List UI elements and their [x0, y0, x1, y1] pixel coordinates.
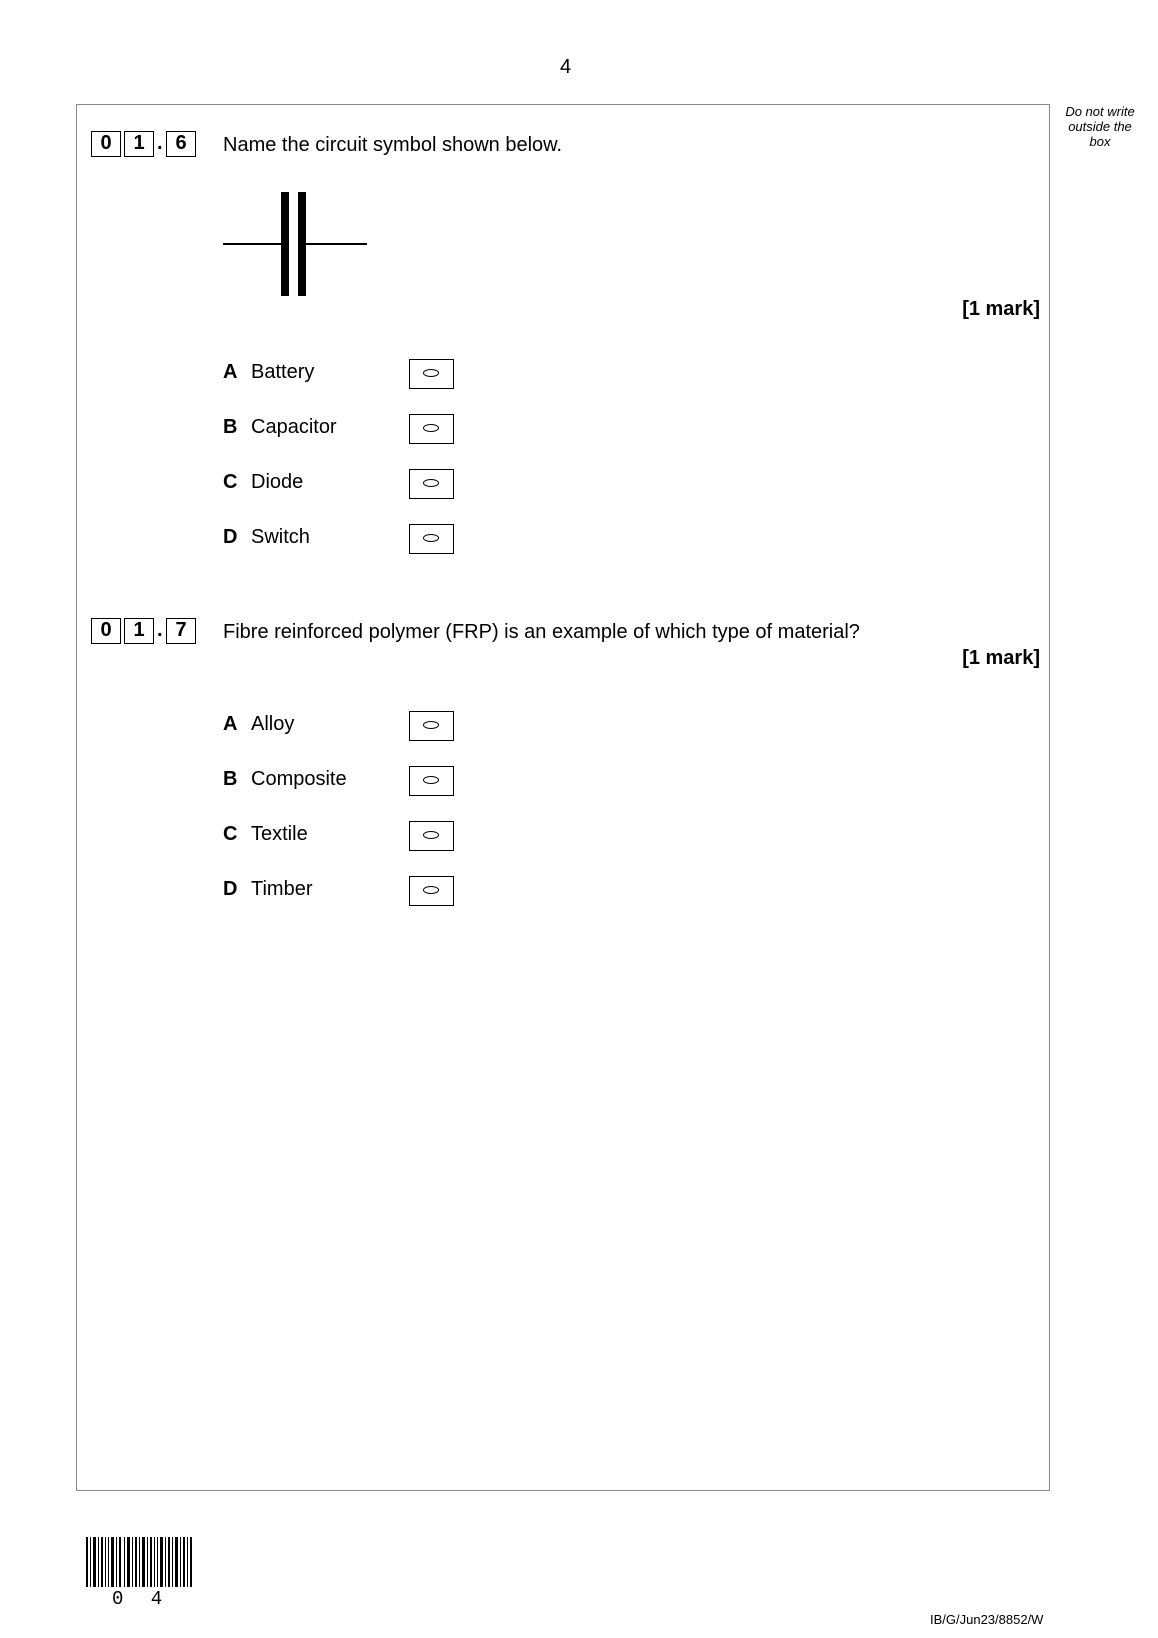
option-label: Switch — [251, 526, 310, 548]
option-c — [223, 821, 463, 851]
question-digit: 0 — [91, 131, 121, 157]
option-label: Timber — [251, 878, 313, 900]
option-letter: B — [223, 768, 238, 790]
option-letter: A — [223, 713, 238, 735]
question-text: Fibre reinforced polymer (FRP) is an example of which type of material? — [223, 621, 860, 643]
marks-label: [1 mark] — [962, 647, 1040, 669]
option-label: Alloy — [251, 713, 295, 735]
question-digit: 0 — [91, 618, 121, 644]
option-b — [223, 766, 463, 796]
answer-box[interactable] — [409, 711, 454, 741]
question-dot: . — [157, 132, 163, 154]
option-c — [223, 469, 463, 499]
question-digit: 7 — [166, 618, 196, 644]
option-d — [223, 524, 463, 554]
oval-icon — [423, 886, 439, 894]
answer-box[interactable] — [409, 414, 454, 444]
option-letter: C — [223, 471, 238, 493]
oval-icon — [423, 424, 439, 432]
option-letter: A — [223, 361, 238, 383]
answer-frame — [76, 104, 1050, 1491]
paper-reference: IB/G/Jun23/8852/W — [930, 1612, 1044, 1627]
option-letter: D — [223, 878, 238, 900]
answer-box[interactable] — [409, 524, 454, 554]
option-a — [223, 711, 463, 741]
answer-box[interactable] — [409, 469, 454, 499]
margin-note: Do not write outside the box — [1065, 104, 1135, 149]
capacitor-symbol-icon — [223, 192, 367, 296]
option-label: Composite — [251, 768, 347, 790]
option-label: Capacitor — [251, 416, 337, 438]
answer-box[interactable] — [409, 876, 454, 906]
question-digit: 1 — [124, 618, 154, 644]
answer-box[interactable] — [409, 766, 454, 796]
question-digit: 6 — [166, 131, 196, 157]
oval-icon — [423, 534, 439, 542]
option-b — [223, 414, 463, 444]
option-letter: B — [223, 416, 238, 438]
option-letter: D — [223, 526, 238, 548]
page-number: 4 — [559, 56, 572, 78]
option-d — [223, 876, 463, 906]
oval-icon — [423, 721, 439, 729]
option-label: Diode — [251, 471, 304, 493]
answer-box[interactable] — [409, 359, 454, 389]
option-letter: C — [223, 823, 238, 845]
oval-icon — [423, 479, 439, 487]
option-a — [223, 359, 463, 389]
marks-label: [1 mark] — [962, 298, 1040, 320]
option-label: Textile — [251, 823, 308, 845]
question-dot: . — [157, 619, 163, 641]
question-text: Name the circuit symbol shown below. — [223, 134, 563, 156]
answer-box[interactable] — [409, 821, 454, 851]
question-digit: 1 — [124, 131, 154, 157]
barcode-digits: 0 4 — [112, 1588, 171, 1610]
option-label: Battery — [251, 361, 315, 383]
oval-icon — [423, 369, 439, 377]
barcode-icon — [86, 1537, 192, 1587]
oval-icon — [423, 831, 439, 839]
oval-icon — [423, 776, 439, 784]
